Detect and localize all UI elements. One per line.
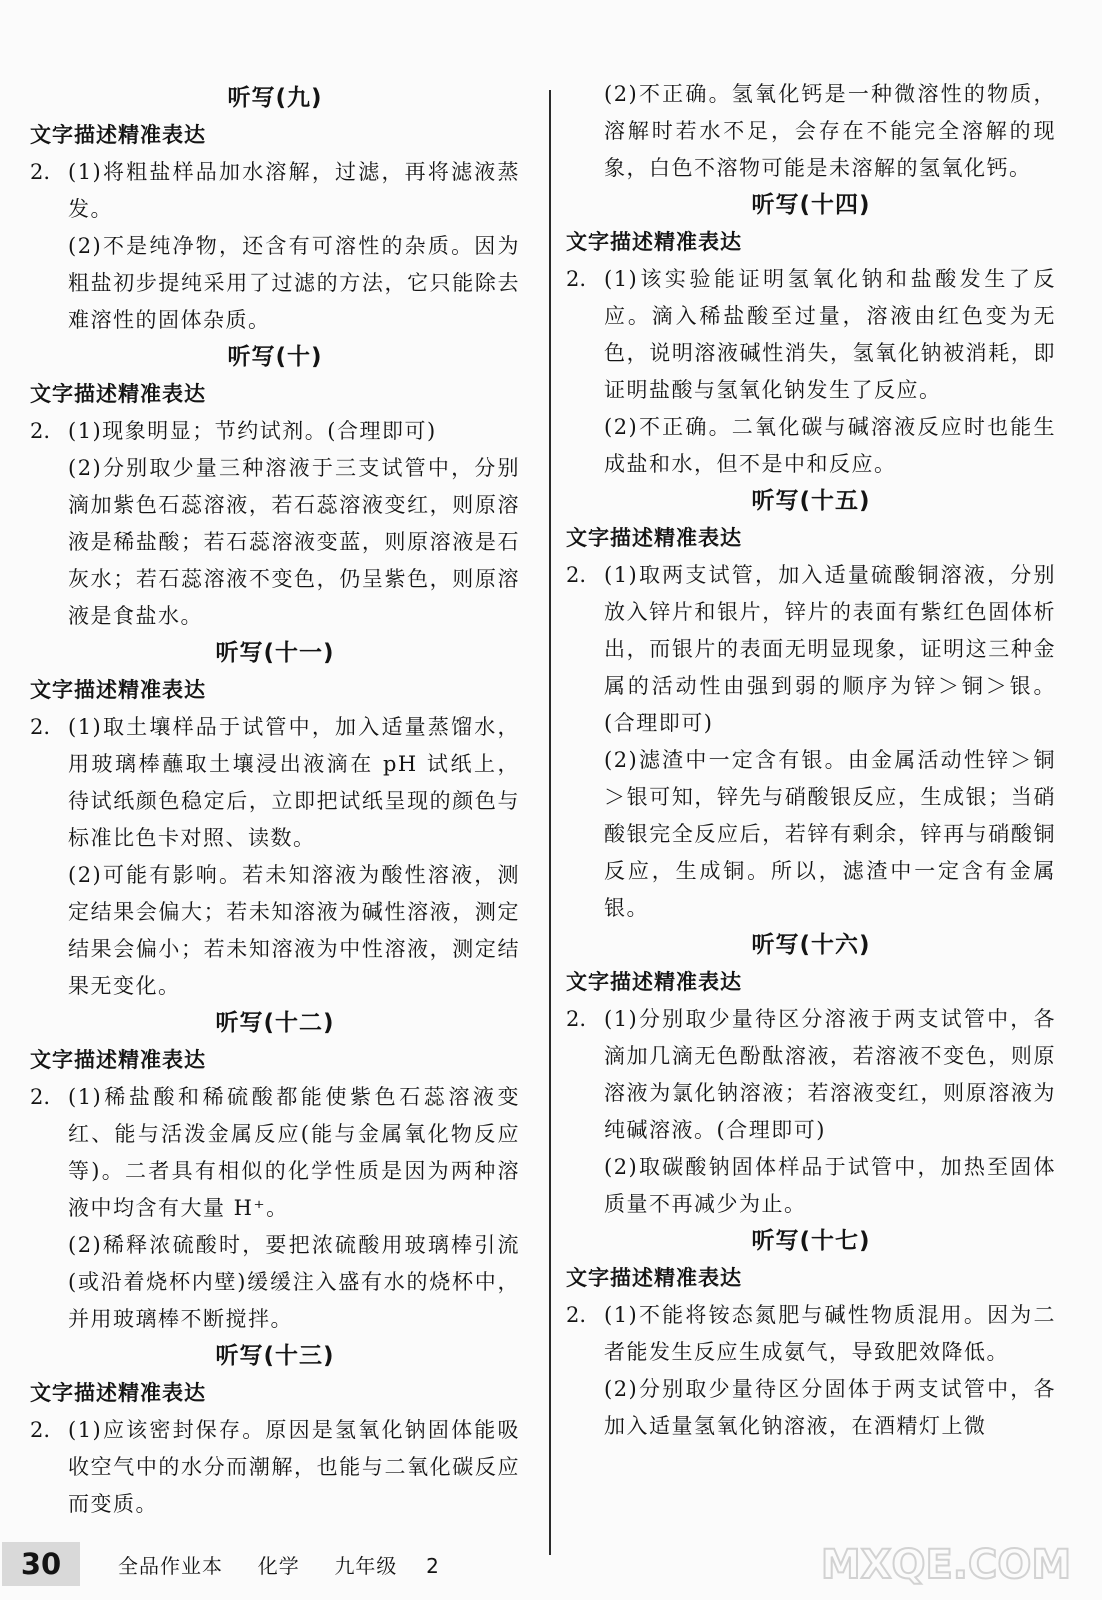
grade: 九年级 [334, 1554, 398, 1578]
answer-paragraph: (1)将粗盐样品加水溶解，过滤，再将滤液蒸发。 [68, 160, 520, 221]
answer-paragraph: (1)不能将铵态氮肥与碱性物质混用。因为二者能发生反应生成氨气，导致肥效降低。 [604, 1303, 1056, 1364]
answer-section [30, 1338, 520, 1523]
book-name: 全品作业本 [118, 1554, 223, 1578]
question-block [30, 413, 520, 635]
question-block [566, 1001, 1056, 1223]
section-title: 听写(十一) [215, 640, 335, 666]
question-block [30, 154, 520, 339]
question-number: 2. [566, 1303, 587, 1327]
answer-body [68, 1412, 520, 1523]
section-title: 听写(十七) [751, 1228, 871, 1254]
section-heading: 文字描述精准表达 [30, 1381, 206, 1405]
section-title: 听写(十四) [751, 192, 871, 218]
answer-paragraph: (2)分别取少量三种溶液于三支试管中，分别滴加紫色石蕊溶液，若石蕊溶液变红，则原溶液是稀盐酸；若石蕊溶液变蓝，则原溶液是石灰水；若石蕊溶液不变色，仍呈紫色，则原溶液是食盐水。 [68, 456, 520, 628]
section-title: 听写(十五) [751, 488, 871, 514]
left-column [30, 80, 520, 1523]
question-block [30, 1412, 520, 1523]
column-divider [549, 90, 551, 1555]
footer-info [118, 1548, 440, 1584]
answer-paragraph: (1)稀盐酸和稀硫酸都能使紫色石蕊溶液变红、能与活泼金属反应(能与金属氧化物反应等)。二者具有相似的化学性质是因为两种溶液中均含有大量 H⁺。 [68, 1085, 520, 1220]
answer-body [604, 557, 1056, 927]
answer-paragraph: (1)该实验能证明氢氧化钠和盐酸发生了反应。滴入稀盐酸至过量，溶液由红色变为无色，说明溶液碱性消失，氢氧化钠被消耗，即证明盐酸与氢氧化钠发生了反应。 [604, 267, 1056, 402]
question-number: 2. [30, 715, 51, 739]
section-title: 听写(十六) [751, 932, 871, 958]
question-number: 2. [30, 1085, 51, 1109]
page-footer [0, 1542, 1102, 1600]
answer-body [68, 709, 520, 1005]
answer-section [30, 80, 520, 339]
answer-paragraph: (2)分别取少量待区分固体于两支试管中，各加入适量氢氧化钠溶液，在酒精灯上微 [604, 1377, 1056, 1438]
answer-paragraph: (1)取土壤样品于试管中，加入适量蒸馏水，用玻璃棒蘸取土壤浸出液滴在 pH 试纸上，待试纸颜色稳定后，立即把试纸呈现的颜色与标准比色卡对照、读数。 [68, 715, 520, 850]
answer-section [566, 483, 1056, 927]
answer-paragraph: (2)滤渣中一定含有银。由金属活动性锌＞铜＞银可知，锌先与硝酸银反应，生成银；当硝酸银完全反应后，若锌有剩余，锌再与硝酸铜反应，生成铜。所以，滤渣中一定含有金属银。 [604, 748, 1056, 920]
answer-paragraph: (2)不正确。二氧化碳与碱溶液反应时也能生成盐和水，但不是中和反应。 [604, 415, 1056, 476]
answer-section [30, 1005, 520, 1338]
question-number: 2. [30, 1418, 51, 1442]
answer-paragraph: (1)应该密封保存。原因是氢氧化钠固体能吸收空气中的水分而潮解，也能与二氧化碳反应而变质。 [68, 1418, 520, 1516]
question-block [566, 557, 1056, 927]
answer-section [566, 927, 1056, 1223]
answer-paragraph: (1)分别取少量待区分溶液于两支试管中，各滴加几滴无色酚酞溶液，若溶液不变色，则原溶液为氯化钠溶液；若溶液变红，则原溶液为纯碱溶液。(合理即可) [604, 1007, 1056, 1142]
section-heading: 文字描述精准表达 [30, 382, 206, 406]
watermark-text: MXQE.COM [820, 1542, 1072, 1588]
answer-paragraph: (2)不是纯净物，还含有可溶性的杂质。因为粗盐初步提纯采用了过滤的方法，它只能除去难溶性的固体杂质。 [68, 234, 520, 332]
section-heading: 文字描述精准表达 [30, 678, 206, 702]
answer-body [604, 261, 1056, 483]
answer-paragraph: (1)现象明显；节约试剂。(合理即可) [68, 419, 437, 443]
section-heading: 文字描述精准表达 [566, 1266, 742, 1290]
volume: 2 [426, 1554, 440, 1578]
section-heading: 文字描述精准表达 [566, 230, 742, 254]
question-block [566, 261, 1056, 483]
question-number: 2. [30, 160, 51, 184]
section-title: 听写(十) [227, 344, 323, 370]
section-heading: 文字描述精准表达 [30, 123, 206, 147]
answer-section [30, 635, 520, 1005]
answer-section [566, 1223, 1056, 1445]
section-heading: 文字描述精准表达 [566, 970, 742, 994]
question-number [566, 76, 604, 187]
answer-section [566, 187, 1056, 483]
answer-paragraph: (2)可能有影响。若未知溶液为酸性溶液，测定结果会偏大；若未知溶液为碱性溶液，测定结果会偏小；若未知溶液为中性溶液，测定结果无变化。 [68, 863, 520, 998]
answer-section [30, 339, 520, 635]
question-block [566, 1297, 1056, 1445]
watermark-logo [796, 1526, 1096, 1596]
answer-paragraph: (2)不正确。氢氧化钙是一种微溶性的物质，溶解时若水不足，会存在不能完全溶解的现象，白色不溶物可能是未溶解的氢氧化钙。 [604, 82, 1056, 180]
question-number: 2. [566, 267, 587, 291]
question-number: 2. [566, 563, 587, 587]
section-heading: 文字描述精准表达 [30, 1048, 206, 1072]
answer-body [68, 1079, 520, 1338]
answer-paragraph: (2)取碳酸钠固体样品于试管中，加热至固体质量不再减少为止。 [604, 1155, 1056, 1216]
question-block [566, 76, 1056, 187]
answer-paragraph: (1)取两支试管，加入适量硫酸铜溶液，分别放入锌片和银片，锌片的表面有紫红色固体析出，而银片的表面无明显现象，证明这三种金属的活动性由强到弱的顺序为锌＞铜＞银。(合理即可) [604, 563, 1056, 735]
answer-body [604, 1297, 1056, 1445]
question-block [30, 709, 520, 1005]
section-title: 听写(十三) [215, 1343, 335, 1369]
question-number: 2. [30, 419, 51, 443]
answer-body [604, 1001, 1056, 1223]
subject: 化学 [257, 1554, 300, 1578]
question-number: 2. [566, 1007, 587, 1031]
page-number: 30 [2, 1542, 80, 1586]
answer-paragraph: (2)稀释浓硫酸时，要把浓硫酸用玻璃棒引流(或沿着烧杯内壁)缓缓注入盛有水的烧杯中，并用玻璃棒不断搅拌。 [68, 1233, 520, 1331]
answer-section [566, 76, 1056, 187]
section-heading: 文字描述精准表达 [566, 526, 742, 550]
answer-body [68, 154, 520, 339]
section-title: 听写(九) [227, 85, 323, 111]
section-title: 听写(十二) [215, 1010, 335, 1036]
question-block [30, 1079, 520, 1338]
answer-body [604, 76, 1056, 187]
answer-body [68, 413, 520, 635]
right-column [566, 76, 1056, 1445]
